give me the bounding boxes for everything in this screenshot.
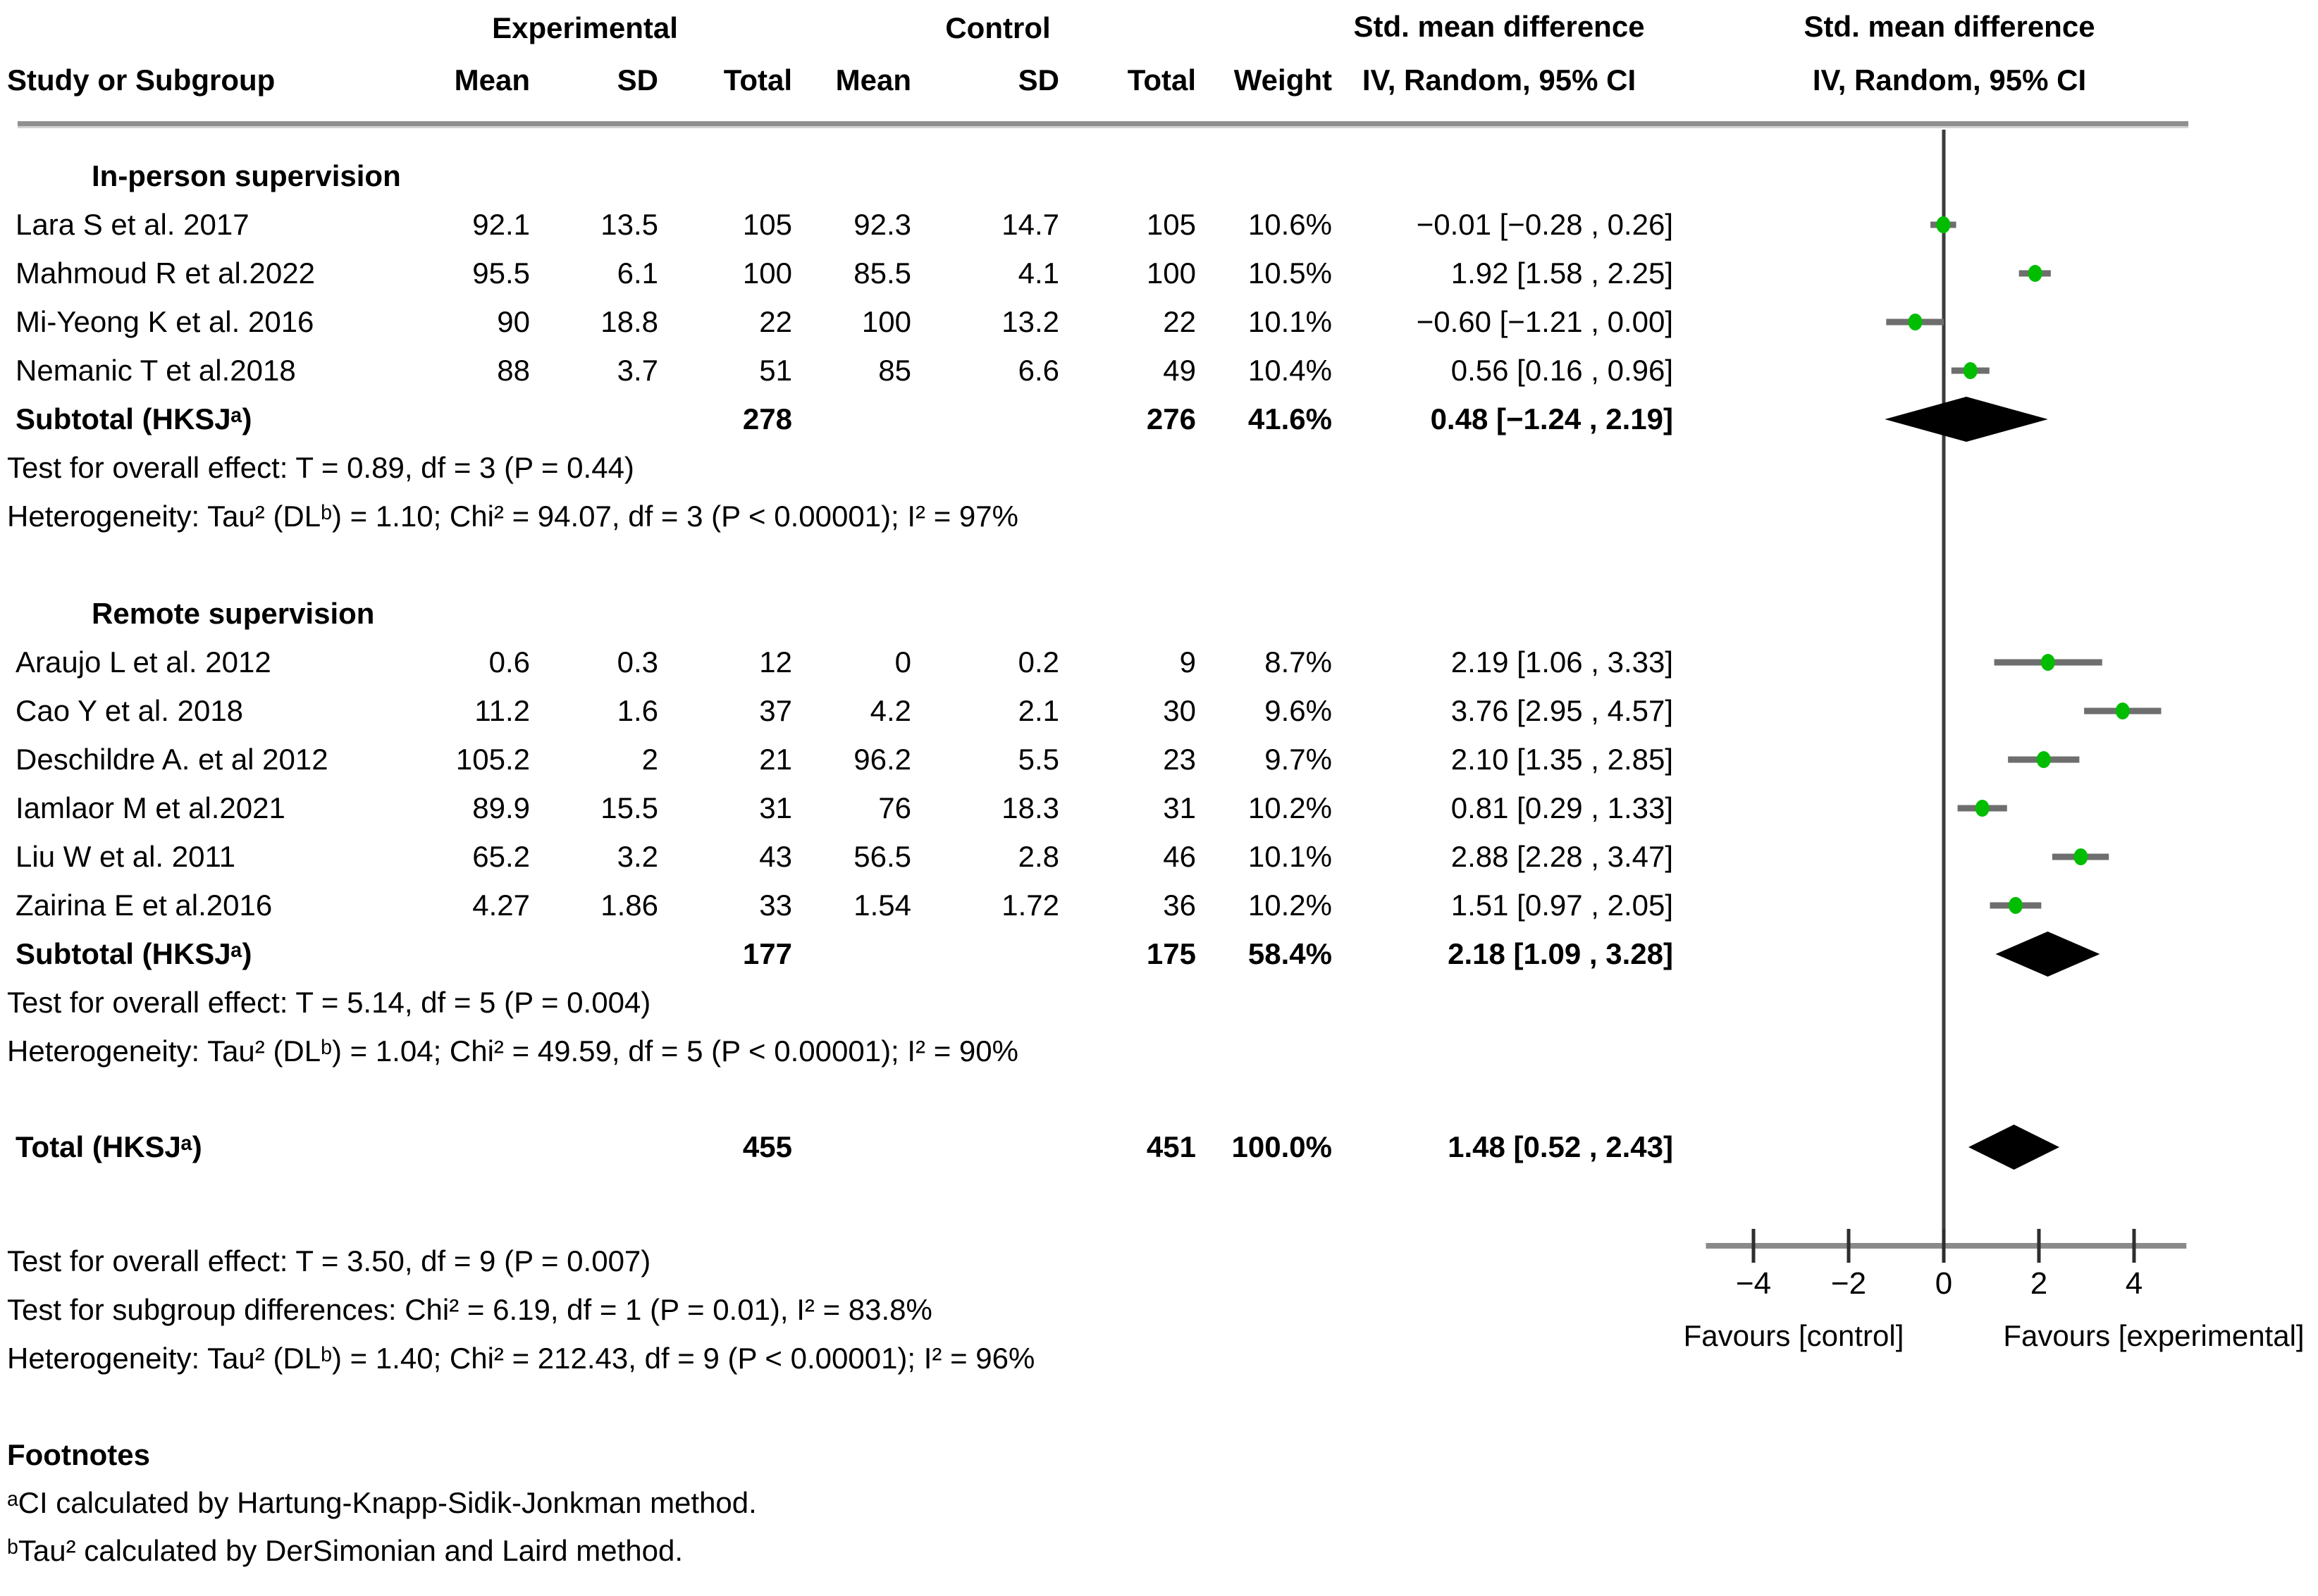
ci-text: 0.48 [−1.24 , 2.19] [1430, 402, 1673, 435]
subtotal-diamond [1996, 932, 2100, 977]
exp-mean: 89.9 [472, 791, 530, 824]
ctl-sd: 4.1 [1018, 256, 1059, 290]
effect-dot [2073, 848, 2088, 865]
weight: 9.6% [1264, 693, 1332, 727]
ctl-total: 31 [1163, 791, 1196, 824]
ctl-mean: 96.2 [853, 742, 911, 776]
exp-sd: 6.1 [617, 256, 658, 290]
ctl-total: 9 [1179, 645, 1196, 679]
effect-dot [2116, 703, 2130, 719]
tick-label: −2 [1830, 1266, 1867, 1301]
subtotal-label: Subtotal (HKSJᵃ) [16, 936, 252, 970]
study-label: Araujo L et al. 2012 [16, 645, 271, 679]
ctl-mean: 92.3 [853, 207, 911, 241]
header-weight: Weight [1233, 63, 1332, 97]
stat-line: Test for subgroup differences: Chi² = 6.19, df = 1 (P = 0.01), I² = 83.8% [7, 1292, 932, 1326]
tick-label: 2 [2030, 1266, 2048, 1301]
header-study-or-subgroup: Study or Subgroup [7, 63, 276, 97]
exp-sd: 3.7 [617, 353, 658, 387]
ctl-mean: 85 [878, 353, 911, 387]
exp-total: 100 [742, 256, 792, 290]
ctl-sd: 2.1 [1018, 693, 1059, 727]
exp-mean: 90 [497, 304, 530, 338]
header-exp-mean: Mean [454, 63, 530, 97]
header-smd-left-line1: Std. mean difference [1353, 9, 1645, 43]
study-label: Iamlaor M et al.2021 [16, 791, 285, 824]
ctl-sd: 2.8 [1018, 839, 1059, 873]
favours-control-label: Favours [control] [1683, 1318, 1904, 1352]
ctl-mean: 4.2 [870, 693, 911, 727]
weight: 10.6% [1247, 207, 1332, 241]
ctl-total: 22 [1163, 304, 1196, 338]
exp-mean: 4.27 [472, 888, 530, 922]
header-control: Control [945, 11, 1051, 44]
ci-text: 1.48 [0.52 , 2.43] [1448, 1130, 1673, 1163]
header-ctl-sd: SD [1018, 63, 1059, 97]
exp-mean: 105.2 [455, 742, 530, 776]
exp-total: 43 [759, 839, 792, 873]
ci-text: −0.60 [−1.21 , 0.00] [1416, 304, 1673, 338]
ctl-sd: 1.72 [1001, 888, 1059, 922]
stat-line: Heterogeneity: Tau² (DLᵇ) = 1.04; Chi² = 49.59, df = 5 (P < 0.00001); I² = 90% [7, 1034, 1018, 1068]
ctl-total: 105 [1146, 207, 1196, 241]
effect-dot [1963, 362, 1978, 379]
exp-mean: 95.5 [472, 256, 530, 290]
stat-line: Test for overall effect: T = 0.89, df = 3 (P = 0.44) [7, 450, 634, 484]
exp-sd: 1.86 [600, 888, 658, 922]
stat-line: Test for overall effect: T = 3.50, df = 9 (P = 0.007) [7, 1244, 651, 1278]
weight: 41.6% [1247, 402, 1332, 435]
footnote-b: ᵇTau² calculated by DerSimonian and Laird method. [7, 1533, 684, 1567]
exp-sd: 1.6 [617, 693, 658, 727]
exp-sd: 15.5 [600, 791, 658, 824]
ctl-sd: 0.2 [1018, 645, 1059, 679]
exp-sd: 18.8 [600, 304, 658, 338]
favours-experimental-label: Favours [experimental] [2003, 1318, 2305, 1352]
stat-line: Heterogeneity: Tau² (DLᵇ) = 1.40; Chi² = 212.43, df = 9 (P < 0.00001); I² = 96% [7, 1341, 1035, 1375]
study-label: Lara S et al. 2017 [16, 207, 249, 241]
ctl-sd: 5.5 [1018, 742, 1059, 776]
exp-mean: 88 [497, 353, 530, 387]
exp-total: 177 [742, 936, 792, 970]
total-label: Total (HKSJᵃ) [16, 1130, 202, 1163]
ctl-total: 36 [1163, 888, 1196, 922]
header-rule [18, 121, 2188, 126]
exp-total: 12 [759, 645, 792, 679]
header-smd-left-line2: IV, Random, 95% CI [1362, 63, 1636, 97]
tick-label: 0 [1935, 1266, 1953, 1301]
header-exp-total: Total [723, 63, 792, 97]
header-smd-right-line1: Std. mean difference [1804, 9, 2095, 43]
effect-dot [1936, 216, 1950, 233]
ctl-total: 49 [1163, 353, 1196, 387]
effect-dot [2028, 265, 2042, 282]
study-label: Nemanic T et al.2018 [16, 353, 296, 387]
ci-text: 1.51 [0.97 , 2.05] [1450, 888, 1673, 922]
weight: 10.5% [1247, 256, 1332, 290]
effect-dot [2009, 897, 2023, 914]
exp-sd: 13.5 [600, 207, 658, 241]
ci-text: 3.76 [2.95 , 4.57] [1450, 693, 1673, 727]
study-label: Mi-Yeong K et al. 2016 [16, 304, 314, 338]
exp-sd: 2 [641, 742, 658, 776]
effect-dot [1909, 314, 1923, 330]
total-diamond [1968, 1125, 2059, 1170]
ci-text: 1.92 [1.58 , 2.25] [1450, 256, 1673, 290]
ctl-mean: 1.54 [853, 888, 911, 922]
header-ctl-mean: Mean [835, 63, 911, 97]
weight: 8.7% [1264, 645, 1332, 679]
exp-mean: 0.6 [488, 645, 530, 679]
ctl-total: 30 [1163, 693, 1196, 727]
ctl-sd: 14.7 [1001, 207, 1059, 241]
ctl-sd: 6.6 [1018, 353, 1059, 387]
exp-total: 31 [759, 791, 792, 824]
study-label: Cao Y et al. 2018 [16, 693, 244, 727]
header-smd-right-line2: IV, Random, 95% CI [1812, 63, 2087, 97]
stat-line: Test for overall effect: T = 5.14, df = 5 (P = 0.004) [7, 985, 651, 1019]
exp-mean: 11.2 [474, 693, 530, 727]
ctl-total: 100 [1146, 256, 1196, 290]
effect-dot [2041, 654, 2055, 671]
effect-dot [1975, 800, 1990, 817]
subtotal-diamond [1885, 397, 2048, 442]
weight: 10.1% [1247, 304, 1332, 338]
exp-total: 22 [759, 304, 792, 338]
tick-label: 4 [2125, 1266, 2143, 1301]
ci-text: 2.19 [1.06 , 3.33] [1450, 645, 1673, 679]
ci-text: 0.56 [0.16 , 0.96] [1450, 353, 1673, 387]
weight: 10.2% [1247, 888, 1332, 922]
ctl-mean: 76 [878, 791, 911, 824]
exp-sd: 0.3 [617, 645, 658, 679]
header-experimental: Experimental [492, 11, 678, 44]
ci-text: 0.81 [0.29 , 1.33] [1450, 791, 1673, 824]
header-rule-shadow [18, 126, 2188, 128]
exp-sd: 3.2 [617, 839, 658, 873]
weight: 10.1% [1247, 839, 1332, 873]
ctl-total: 175 [1146, 936, 1196, 970]
weight: 10.2% [1247, 791, 1332, 824]
section-header: Remote supervision [92, 596, 375, 630]
subtotal-label: Subtotal (HKSJᵃ) [16, 402, 252, 435]
study-label: Mahmoud R et al.2022 [16, 256, 315, 290]
exp-total: 37 [759, 693, 792, 727]
exp-mean: 92.1 [472, 207, 530, 241]
study-label: Liu W et al. 2011 [16, 839, 236, 873]
exp-total: 33 [759, 888, 792, 922]
ci-text: 2.88 [2.28 , 3.47] [1450, 839, 1673, 873]
ci-text: 2.10 [1.35 , 2.85] [1450, 742, 1673, 776]
header-ctl-total: Total [1127, 63, 1196, 97]
ctl-total: 23 [1163, 742, 1196, 776]
ctl-mean: 56.5 [853, 839, 911, 873]
ctl-mean: 85.5 [853, 256, 911, 290]
ctl-mean: 0 [894, 645, 911, 679]
header-exp-sd: SD [617, 63, 658, 97]
stat-line: Heterogeneity: Tau² (DLᵇ) = 1.10; Chi² = 94.07, df = 3 (P < 0.00001); I² = 97% [7, 499, 1018, 533]
weight: 9.7% [1264, 742, 1332, 776]
exp-total: 105 [742, 207, 792, 241]
tick-label: −4 [1735, 1266, 1772, 1301]
weight: 100.0% [1231, 1130, 1332, 1163]
exp-total: 21 [759, 742, 792, 776]
exp-total: 455 [742, 1130, 792, 1163]
exp-total: 278 [742, 402, 792, 435]
footnote-a: ᵃCI calculated by Hartung-Knapp-Sidik-Jonkman method. [7, 1485, 757, 1519]
footnotes-title: Footnotes [7, 1437, 150, 1471]
weight: 58.4% [1247, 936, 1332, 970]
exp-mean: 65.2 [472, 839, 530, 873]
ctl-total: 451 [1146, 1130, 1196, 1163]
ctl-sd: 18.3 [1001, 791, 1059, 824]
effect-dot [2037, 751, 2051, 768]
ci-text: 2.18 [1.09 , 3.28] [1448, 936, 1673, 970]
exp-total: 51 [759, 353, 792, 387]
ci-text: −0.01 [−0.28 , 0.26] [1416, 207, 1673, 241]
ctl-sd: 13.2 [1001, 304, 1059, 338]
study-label: Zairina E et al.2016 [16, 888, 273, 922]
section-header: In-person supervision [92, 159, 401, 192]
ctl-mean: 100 [861, 304, 911, 338]
weight: 10.4% [1247, 353, 1332, 387]
ctl-total: 46 [1163, 839, 1196, 873]
study-label: Deschildre A. et al 2012 [16, 742, 328, 776]
ctl-total: 276 [1146, 402, 1196, 435]
